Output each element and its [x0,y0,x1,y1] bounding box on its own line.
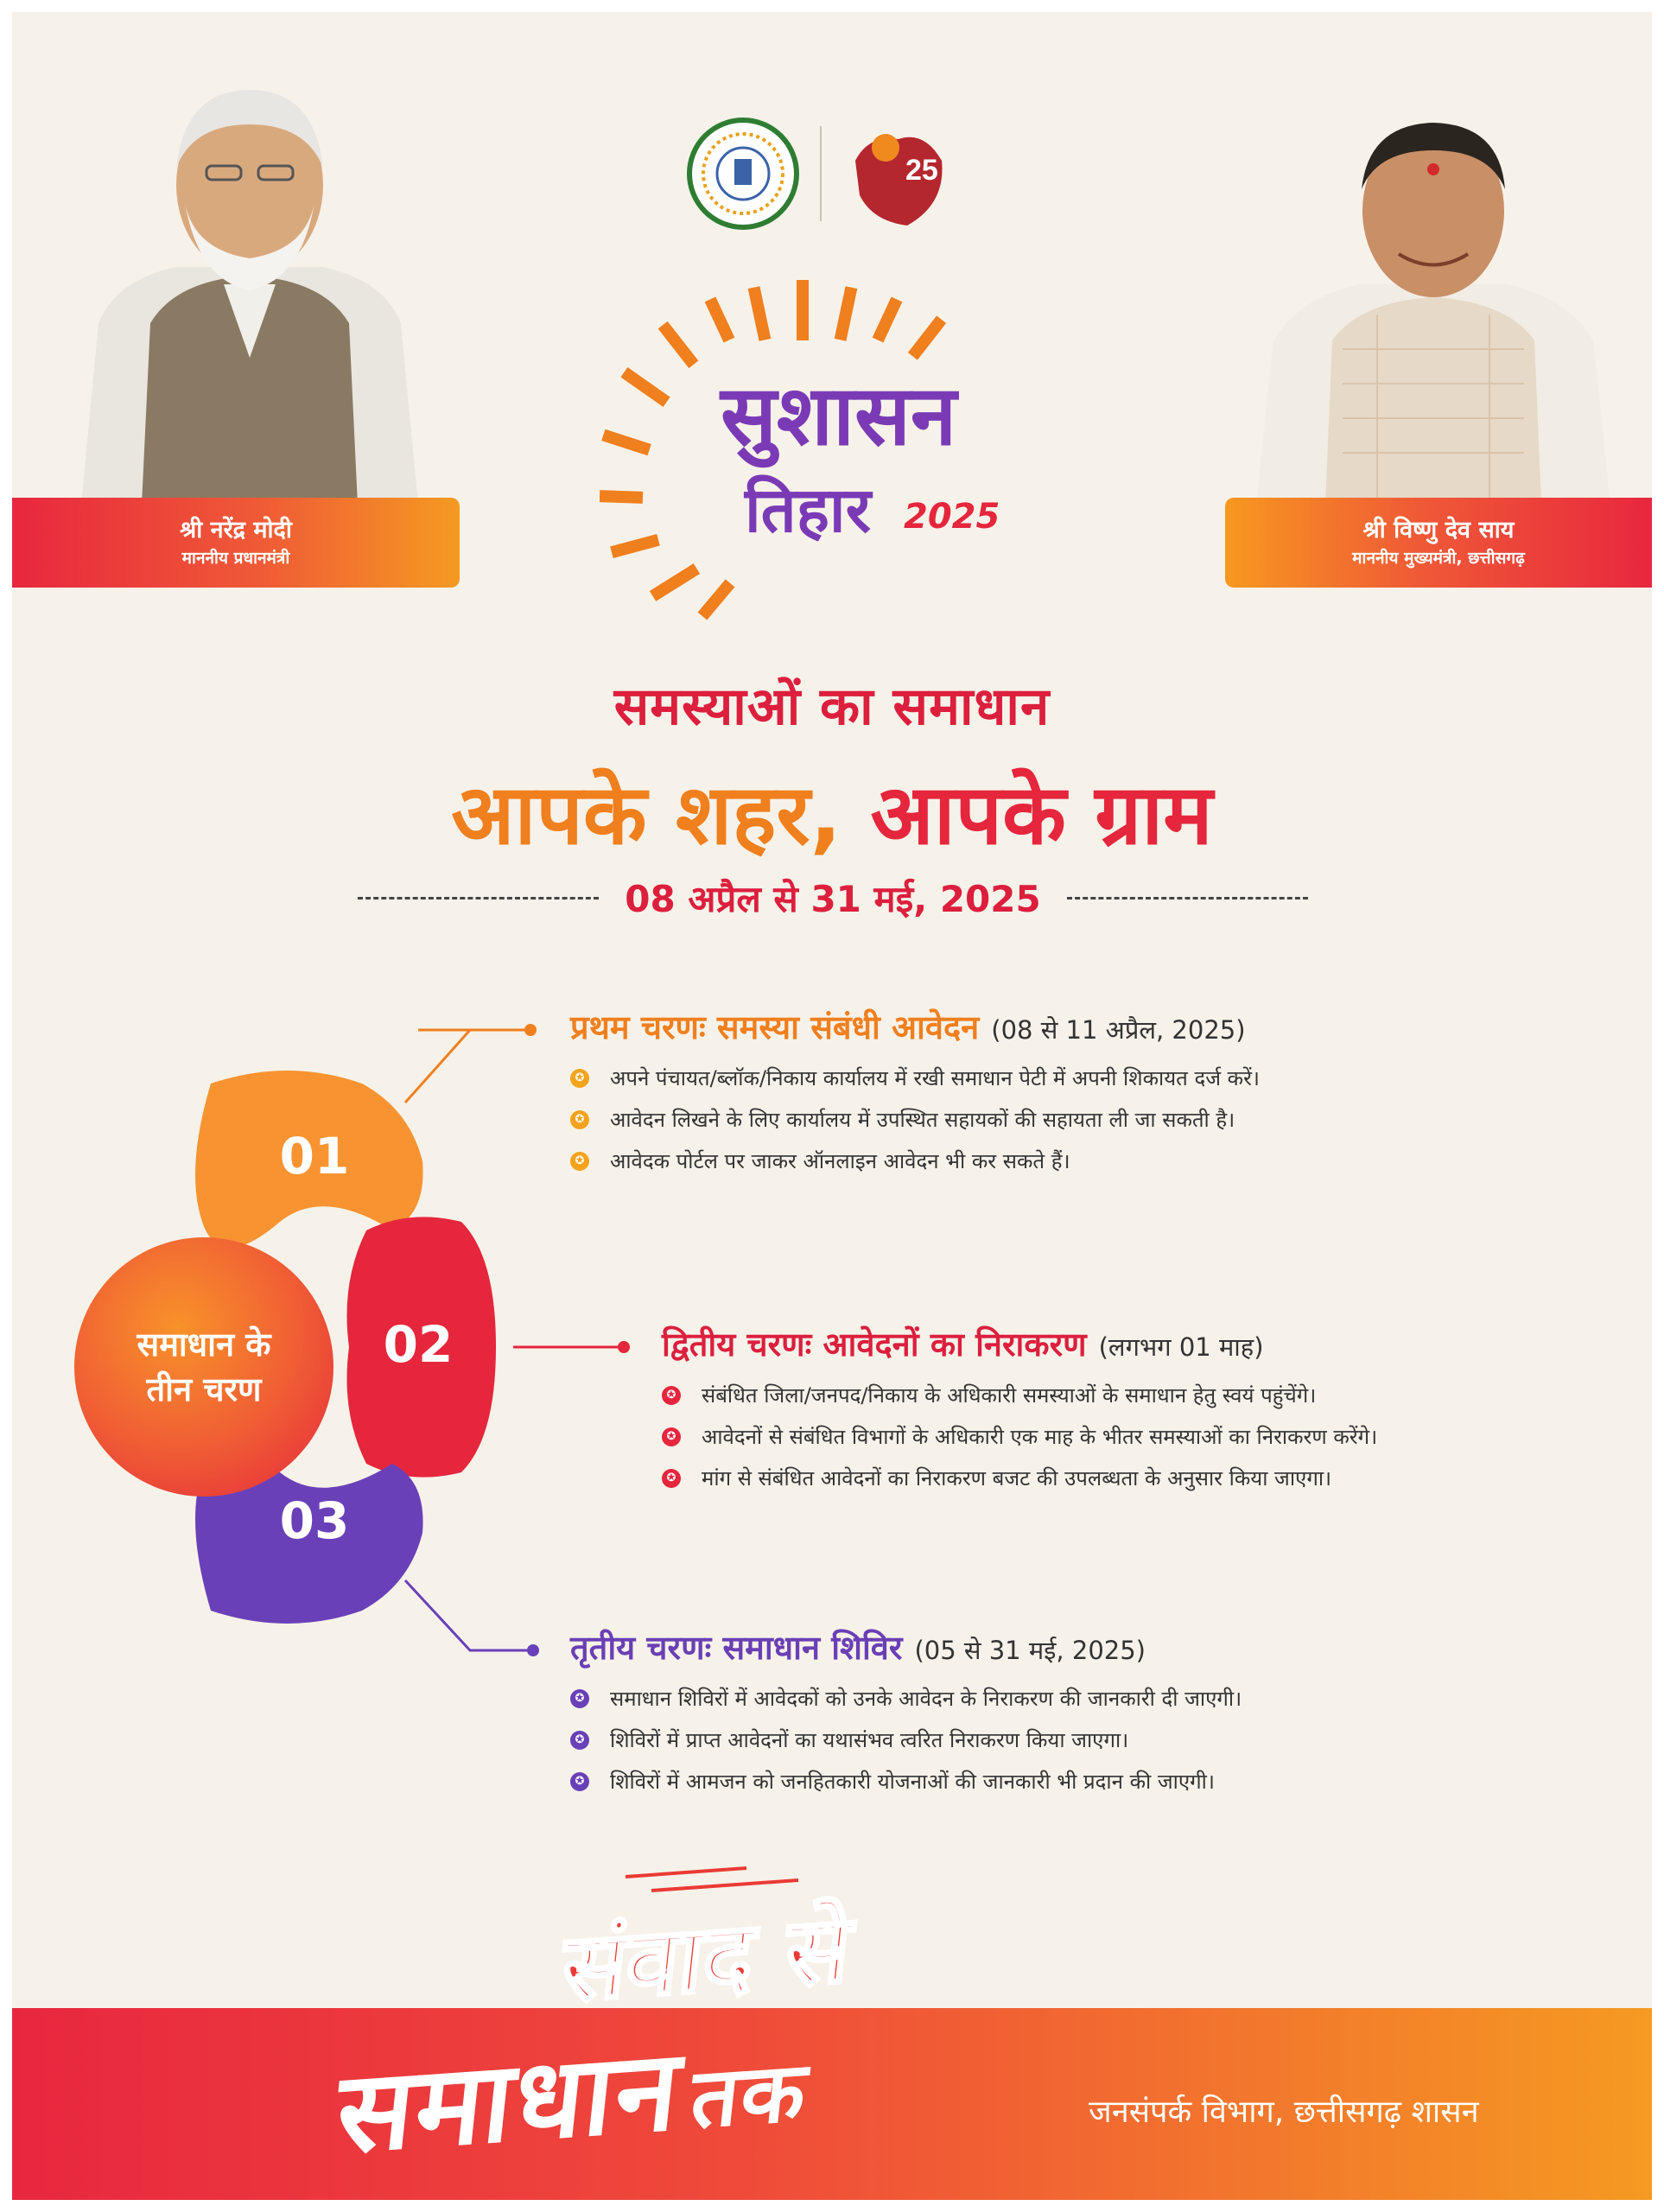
phase-1-heading: प्रथम चरणः समस्या संबंधी आवेदन [570,1008,980,1046]
phase-1-block [570,1004,1260,1182]
star-icon: ✪ [570,1110,589,1129]
prime-minister-name: श्री नरेंद्र मोदी [180,517,292,543]
phase-2-bullets [662,1375,1377,1499]
star-icon: ✪ [662,1469,681,1488]
chhattisgarh-govt-seal-icon [689,120,797,227]
headline-line2 [12,755,1652,868]
phase-3-bullets [570,1678,1242,1802]
header-logos [683,109,994,238]
list-item: ✪ संबंधित जिला/जनपद/निकाय के अधिकारी समस्याओं के समाधान हेतु स्वयं पहुंचेंगे। [662,1375,1377,1416]
list-item: ✪ आवेदक पोर्टल पर जाकर ऑनलाइन आवेदन भी कर सकते हैं। [570,1141,1260,1182]
campaign-dates: 08 अप्रैल से 31 मई, 2025 [625,877,1041,920]
phase3-connector [405,1580,530,1650]
center-label-text: समाधान के तीन चरण [137,1325,271,1408]
phase-3-title [570,1624,1242,1669]
prime-minister-photo [47,64,453,505]
silver-jubilee-logo-icon [855,134,943,226]
phase-2-heading: द्वितीय चरणः आवेदनों का निराकरण [662,1325,1087,1363]
phase-2-title [662,1321,1377,1366]
prime-minister-nameplate [12,498,460,588]
chief-minister-name: श्री विष्णु देव साय [1362,517,1515,543]
star-icon: ✪ [570,1731,589,1750]
star-icon: ✪ [570,1772,589,1791]
phase-3-block [570,1624,1242,1802]
logo-line2: तिहार [745,474,872,546]
step-02-label: 02 [383,1315,454,1374]
slogan-word-tak: तक [686,2043,813,2148]
star-icon: ✪ [570,1069,589,1088]
list-item: ✪ शिविरों में आमजन को जनहितकारी योजनाओं की जानकारी भी प्रदान की जाएगी। [570,1761,1242,1802]
chief-minister-designation: माननीय मुख्यमंत्री, छत्तीसगढ़ [1352,549,1525,568]
sushasan-tihar-logo [600,271,1083,634]
poster [12,12,1652,2200]
headline-city: आपके शहर, [451,766,842,863]
logo-line1: सुशासन [721,367,957,464]
slogan-line1: संवाद से [557,1895,856,2024]
phase1-connector [405,1030,470,1103]
list-item: ✪ आवेदन लिखने के लिए कार्यालय में उपस्थित सहायकों की सहायता ली जा सकती है। [570,1099,1260,1141]
star-icon: ✪ [570,1689,589,1708]
star-icon: ✪ [570,1152,589,1171]
divider-left [358,897,599,899]
list-item: ✪ समाधान शिविरों में आवेदकों को उनके आवेदन के निराकरण की जानकारी दी जाएगी। [570,1678,1242,1719]
phase-2-duration: (लगभग 01 माह) [1098,1332,1264,1362]
three-phases-center-label [74,1237,333,1497]
list-item: ✪ शिविरों में प्राप्त आवेदनों का यथासंभव त्वरित निराकरण किया जाएगा। [570,1719,1242,1761]
step-01-label: 01 [279,1127,350,1185]
department-credit: जनसंपर्क विभाग, छत्तीसगढ़ शासन [1089,2094,1479,2130]
headline-village: आपके ग्राम [870,766,1213,863]
phase-2-block [662,1321,1377,1499]
campaign-dates-row [358,872,1308,924]
phase-3-duration: (05 से 31 मई, 2025) [914,1636,1146,1665]
phase-1-bullets [570,1058,1260,1182]
star-icon: ✪ [662,1386,681,1405]
slogan-word-samadhan: समाधान [330,2024,688,2179]
headline-line1: समस्याओं का समाधान [613,677,1051,737]
list-item: ✪ आवेदनों से संबंधित विभागों के अधिकारी एक माह के भीतर समस्याओं का निराकरण करेंगे। [662,1416,1377,1458]
logo-year: 2025 [904,497,1000,537]
prime-minister-designation: माननीय प्रधानमंत्री [181,549,290,568]
phase-3-heading: तृतीय चरणः समाधान शिविर [570,1629,903,1667]
phase-1-duration: (08 से 11 अप्रैल, 2025) [991,1015,1246,1045]
list-item: ✪ अपने पंचायत/ब्लॉक/निकाय कार्यालय में रखी समाधान पेटी में अपनी शिकायत दर्ज करें। [570,1058,1260,1099]
step-03-label: 03 [279,1491,350,1550]
svg-text:25: 25 [905,154,938,187]
star-icon: ✪ [662,1427,681,1446]
divider-right [1067,897,1308,899]
chief-minister-photo [1230,90,1636,505]
chief-minister-nameplate [1225,498,1652,588]
phase-1-title [570,1004,1260,1049]
list-item: ✪ मांग से संबंधित आवेदनों का निराकरण बजट की उपलब्धता के अनुसार किया जाएगा। [662,1458,1377,1499]
